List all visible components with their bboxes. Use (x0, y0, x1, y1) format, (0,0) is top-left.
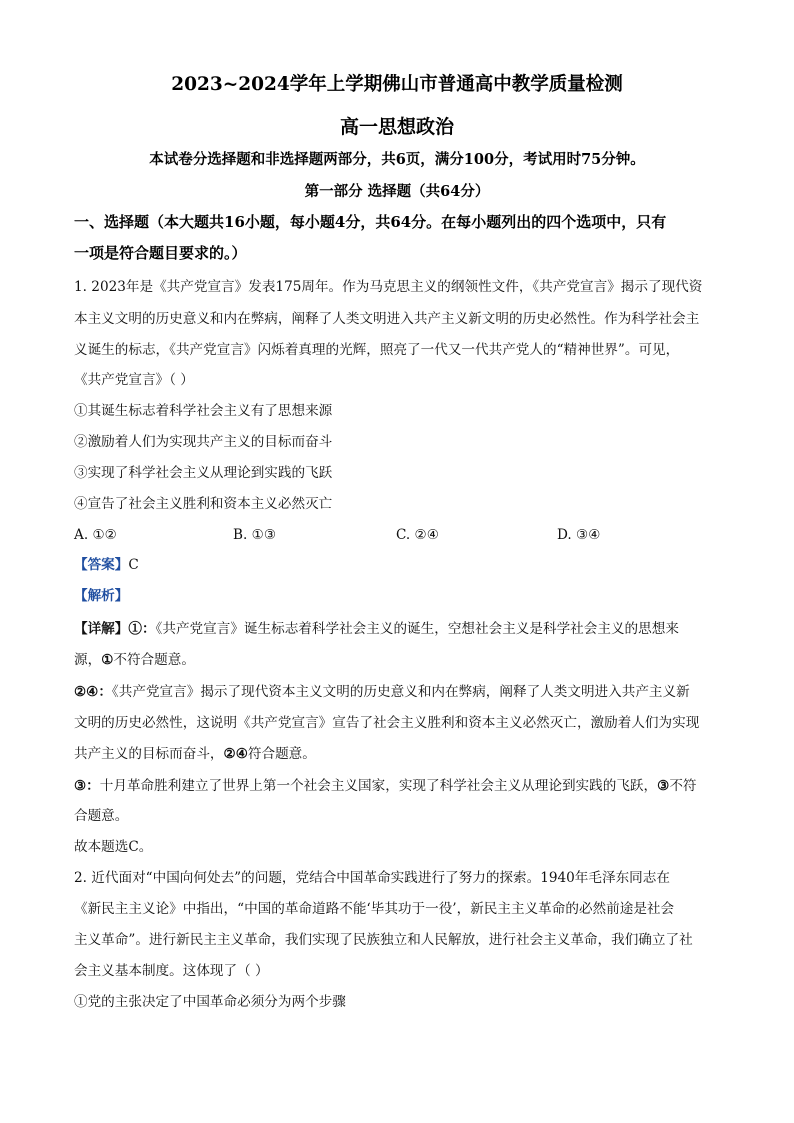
detail-1b-pre: 源， (74, 652, 102, 668)
section-heading-line-1: 一、选择题（本大题共16小题，每小题4分，共64分。在每小题列出的四个选项中，只有 (74, 213, 667, 231)
q1-stem-line-4: 《共产党宣言》（ ） (74, 372, 194, 388)
answer-value: C (128, 557, 139, 573)
q2-stem-line-2: 《新民主主义论》中指出，“中国的革命道路不能‘毕其功于一役’，新民主主义革命的必然前途是社会 (74, 901, 675, 917)
q1-statement-1: ①其诞生标志着科学社会主义有了思想来源 (74, 403, 333, 419)
detail-tag: 【详解】 (74, 621, 129, 637)
q2-statement-1: ①党的主张决定了中国革命必须分为两个步骤 (74, 994, 346, 1010)
q2-stem-line-1: 2. 近代面对“中国向何处去”的问题，党结合中国革命实践进行了努力的探索。1940年毛泽东同志在 (74, 870, 670, 886)
detail-2-lead: ②④： (74, 684, 112, 700)
q1-answer-line (74, 555, 724, 575)
q1-statement-3: ③实现了科学社会主义从理论到实践的飞跃 (74, 465, 333, 481)
detail-2c-pre: 共产主义的目标而奋斗， (74, 746, 224, 762)
subject-title: 高一思想政治 (339, 116, 454, 138)
q1-detail-line-1 (74, 619, 724, 639)
detail-2-text: 《共产党宣言》揭示了现代资本主义文明的历史意义和内在弊病，阐释了人类文明进入共产主义新 (111, 684, 690, 700)
detail-1-lead: ①： (128, 621, 156, 637)
q1-option-b: B. ①③ (233, 527, 277, 543)
detail-1b-post: 不符合题意。 (113, 652, 195, 668)
q1-option-c: C. ②④ (396, 527, 439, 543)
detail-1-text: 《共产党宣言》诞生标志着科学社会主义的诞生，空想社会主义是科学社会主义的思想来 (155, 621, 679, 637)
q1-stem-line-3: 义诞生的标志，《共产党宣言》闪烁着真理的光辉，照亮了一代又一代共产党人的“精神世界”。可见， (74, 342, 680, 358)
q1-detail-line-7: 合题意。 (74, 808, 129, 824)
q1-detail-line-4: 文明的历史必然性，这说明《共产党宣言》宣告了社会主义胜利和资本主义必然灭亡，激励着人们为实现 (74, 715, 700, 731)
part-title: 第一部分 选择题（共64分） (304, 183, 490, 200)
q1-detail-line-5 (74, 744, 724, 764)
q1-option-d: D. ③④ (557, 527, 601, 543)
q1-stem-line-1: 1. 2023年是《共产党宣言》发表175周年。作为马克思主义的纲领性文件，《共产党宣言》揭示了现代资 (74, 279, 703, 295)
answer-tag: 【答案】 (74, 557, 129, 573)
q1-analysis-line (74, 586, 724, 606)
analysis-tag: 【解析】 (74, 588, 129, 604)
q2-stem-line-4: 会主义基本制度。这体现了（ ） (74, 963, 269, 979)
detail-2c-post: 符合题意。 (247, 746, 316, 762)
exam-title: 2023~2024学年上学期佛山市普通高中教学质量检测 (171, 74, 623, 95)
q1-option-a: A. ①② (74, 527, 117, 543)
q1-stem-line-2: 本主义文明的历史意义和内在弊病，阐释了人类文明进入共产主义新文明的历史必然性。作为科学社会主 (74, 311, 700, 327)
q1-conclusion: 故本题选C。 (74, 839, 153, 855)
detail-3-text: 十月革命胜利建立了世界上第一个社会主义国家，实现了科学社会主义从理论到实践的飞跃， (99, 778, 658, 794)
q2-stem-line-3: 主义革命”。进行新民主主义革命，我们实现了民族独立和人民解放，进行社会主义革命，我们确立了社 (74, 932, 693, 948)
q1-detail-line-3 (74, 682, 724, 702)
detail-1b-mark: ① (101, 652, 114, 668)
detail-3-post: 不符 (669, 778, 697, 794)
q1-statement-2: ②激励着人们为实现共产主义的目标而奋斗 (74, 434, 333, 450)
detail-2c-mark: ②④ (223, 746, 248, 762)
exam-instructions: 本试卷分选择题和非选择题两部分，共6页，满分100分，考试用时75分钟。 (149, 151, 645, 168)
section-heading-line-2: 一项是符合题目要求的。） (74, 244, 247, 262)
q1-statement-4: ④宣告了社会主义胜利和资本主义必然灭亡 (74, 496, 333, 512)
q1-detail-line-6 (74, 776, 724, 796)
detail-3-lead: ③： (74, 778, 100, 794)
q1-detail-line-2 (74, 650, 724, 670)
detail-3-mark: ③ (657, 778, 670, 794)
